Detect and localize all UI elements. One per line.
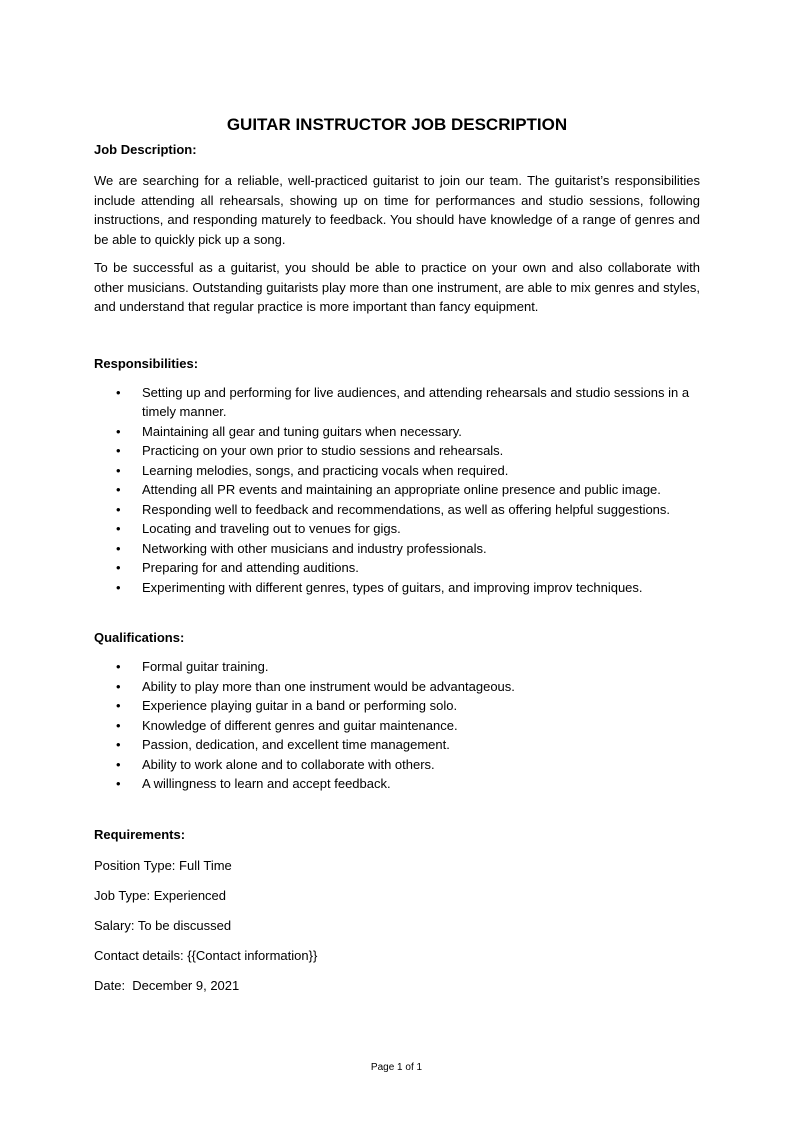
list-item (94, 461, 700, 481)
document-title: GUITAR INSTRUCTOR JOB DESCRIPTION (226, 115, 568, 134)
responsibility-text: Setting up and performing for live audiences, and attending rehearsals and studio sessions in a timely manner. (142, 384, 690, 419)
bullet-icon: • (116, 501, 121, 517)
qualification-text: Experience playing guitar in a band or performing solo. (142, 698, 458, 713)
list-item (94, 422, 700, 442)
list-item (94, 480, 700, 500)
responsibility-text: Learning melodies, songs, and practicing vocals when required. (142, 462, 509, 478)
qualification-text: A willingness to learn and accept feedback. (142, 776, 391, 791)
responsibility-text: Responding well to feedback and recommendations, as well as offering helpful suggestions. (142, 501, 671, 517)
list-item (94, 696, 700, 716)
bullet-icon: • (116, 756, 121, 772)
job-description-paragraph-1: We are searching for a reliable, well-practiced guitarist to join our team. The guitarist’s responsibilities include attending all rehearsals, showing up on time for performances and studio sessions, following instructions, and responding maturely to feedback. You should have knowledge of a range of genres and be able to quickly pick up a song. (94, 173, 700, 247)
responsibility-text: Locating and traveling out to venues for gigs. (142, 521, 401, 536)
requirements-heading: Requirements: (94, 826, 186, 842)
qualifications-heading: Qualifications: (94, 630, 185, 645)
list-item (94, 735, 700, 755)
list-item (94, 558, 700, 578)
list-item (94, 441, 700, 461)
qualification-text: Ability to work alone and to collaborate with others. (142, 756, 435, 772)
date: Date: December 9, 2021 (94, 977, 240, 993)
responsibility-text: Networking with other musicians and industry professionals. (142, 540, 487, 556)
bullet-icon: • (116, 521, 121, 536)
job-type: Job Type: Experienced (94, 887, 227, 903)
bullet-icon: • (116, 659, 121, 674)
list-item (94, 500, 700, 520)
contact-details: Contact details: {{Contact information}} (94, 947, 318, 963)
qualification-text: Knowledge of different genres and guitar maintenance. (142, 717, 458, 733)
document-content (94, 113, 700, 995)
salary: Salary: To be discussed (94, 917, 232, 933)
bullet-icon: • (116, 717, 121, 733)
list-item (94, 657, 700, 677)
bullet-icon: • (116, 579, 121, 595)
responsibility-text: Preparing for and attending auditions. (142, 560, 359, 575)
responsibilities-heading: Responsibilities: (94, 355, 199, 371)
bullet-icon: • (116, 462, 121, 478)
bullet-icon: • (116, 540, 121, 556)
qualifications-list (94, 657, 700, 794)
responsibility-text: Practicing on your own prior to studio sessions and rehearsals. (142, 443, 504, 458)
qualification-text: Formal guitar training. (142, 659, 269, 674)
bullet-icon: • (116, 698, 121, 713)
page-footer: Page 1 of 1 (370, 1062, 423, 1073)
list-item (94, 755, 700, 775)
list-item (94, 774, 700, 794)
bullet-icon: • (116, 678, 121, 694)
job-description-paragraph-2: To be successful as a guitarist, you should be able to practice on your own and also collaborate with other musicians. Outstanding guitarists play more than one instrument, are able to mix genres and styles, and understand that regular practice is more important than fancy equipment. (94, 260, 700, 314)
bullet-icon: • (116, 482, 121, 497)
list-item (94, 383, 700, 422)
bullet-icon: • (116, 384, 121, 400)
list-item (94, 677, 700, 697)
qualification-text: Passion, dedication, and excellent time management. (142, 737, 450, 752)
bullet-icon: • (116, 423, 121, 439)
list-item (94, 519, 700, 539)
bullet-icon: • (116, 776, 121, 791)
list-item (94, 539, 700, 559)
responsibility-text: Attending all PR events and maintaining an appropriate online presence and public image. (142, 482, 661, 497)
list-item (94, 716, 700, 736)
responsibility-text: Experimenting with different genres, types of guitars, and improving improv techniques. (142, 579, 643, 595)
position-type: Position Type: Full Time (94, 857, 232, 873)
job-description-heading: Job Description: (94, 142, 197, 157)
bullet-icon: • (116, 560, 121, 575)
responsibilities-list (94, 383, 700, 598)
bullet-icon: • (116, 443, 121, 458)
list-item (94, 578, 700, 598)
qualification-text: Ability to play more than one instrument would be advantageous. (142, 678, 515, 694)
responsibility-text: Maintaining all gear and tuning guitars when necessary. (142, 423, 462, 439)
bullet-icon: • (116, 737, 121, 752)
